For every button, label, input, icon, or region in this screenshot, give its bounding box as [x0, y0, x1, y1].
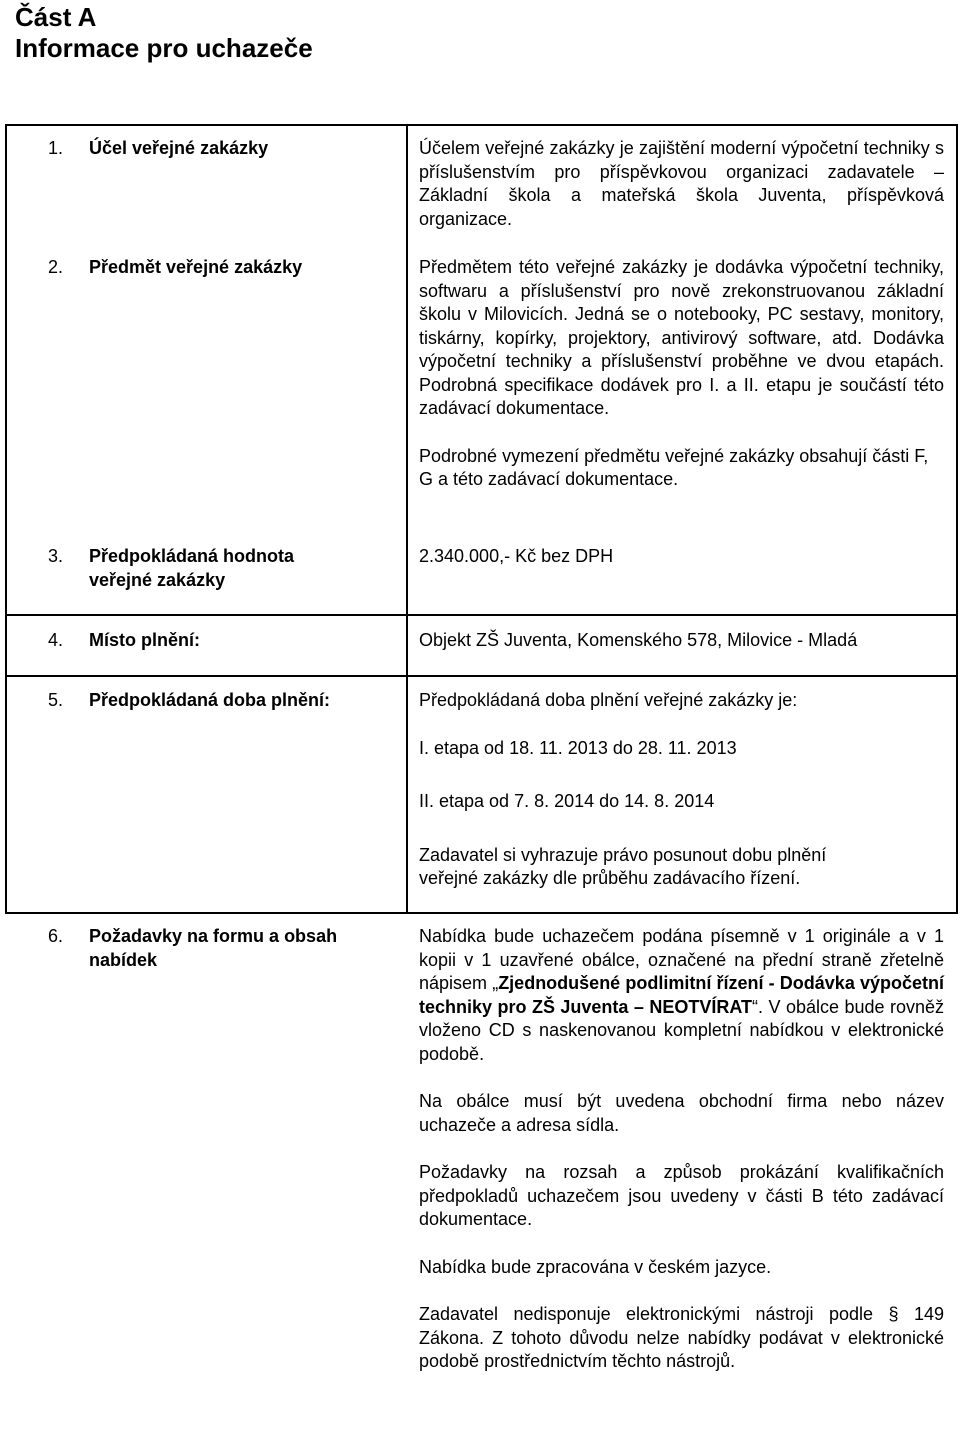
column-divider — [406, 124, 408, 914]
section-number: 4. — [48, 630, 64, 650]
section-label: Předpokládaná doba plnění: — [89, 690, 331, 710]
page-title — [15, 2, 313, 64]
paragraph — [419, 925, 944, 1066]
section-number: 2. — [48, 257, 64, 277]
label-line: nabídek — [89, 949, 158, 970]
section-text: 2.340.000,- Kč bez DPH — [419, 546, 614, 566]
section-text: Objekt ZŠ Juventa, Komenského 578, Milovice - Mladá — [419, 630, 858, 650]
table-border-bottom — [5, 912, 958, 914]
table-border-right — [956, 124, 958, 914]
section-label: Účel veřejné zakázky — [89, 138, 269, 158]
text-span: “. V obálce bude rovněž vloženo CD s naskenovanou kompletní nabídkou v elektronické podobě. — [419, 996, 945, 1064]
section-text — [419, 925, 944, 1374]
paragraph: Nabídka bude zpracována v českém jazyce. — [419, 1256, 772, 1277]
section-text: Účelem veřejné zakázky je zajištění moderní výpočetní techniky s příslušenstvím pro příspěvkovou organizaci zadavatele – Základní škola a mateřská škola Juventa, příspěvková organizace. — [419, 138, 944, 229]
paragraph: I. etapa od 18. 11. 2013 do 28. 11. 2013 — [419, 737, 737, 758]
label-line: Předpokládaná hodnota — [89, 546, 295, 566]
table-border-top — [5, 124, 958, 126]
section-label — [89, 545, 389, 592]
title-line-1: Část A — [15, 2, 97, 32]
section-number: 5. — [48, 690, 64, 710]
paragraph: Požadavky na rozsah a způsob prokázání kvalifikačních předpokladů uchazečem jsou uvedeny v části B této zadávací dokumentace. — [419, 1162, 944, 1229]
paragraph: Předmětem této veřejné zakázky je dodávka výpočetní techniky, softwaru a příslušenství pro nově zrekonstruovanou základní školu v Milovicích. Jedná se o notebooky, PC sestavy, monitory, tiskárny, kopírky, projektory, antivirový software, atd. Dodávka výpočetní techniky a příslušenství proběhne ve dvou etapách. Podrobná specifikace dodávek pro I. a II. etapu je součástí této zadávací dokumentace. — [419, 257, 944, 418]
label-line: Požadavky na formu a obsah — [89, 926, 338, 946]
text-span: Nabídka bude uchazečem podána písemně v 1 originále a v 1 kopii v 1 uzavřené obálce, označené na přední straně zřetelně nápisem „ — [419, 926, 944, 993]
paragraph: Předpokládaná doba plnění veřejné zakázky je: — [419, 690, 798, 710]
title-line-2: Informace pro uchazeče — [15, 33, 313, 63]
section-label: Místo plnění: — [89, 630, 200, 650]
row-divider — [5, 675, 958, 677]
section-text — [419, 256, 944, 492]
table-border-left — [5, 124, 7, 914]
section-number: 6. — [48, 926, 64, 946]
paragraph: Zadavatel nedisponuje elektronickými nástroji podle § 149 Zákona. Z tohoto důvodu nelze nabídky podávat v elektronické podobě prostřednictvím těchto nástrojů. — [419, 1304, 944, 1371]
paragraph: Zadavatel si vyhrazuje právo posunout dobu plnění veřejné zakázky dle průběhu zadávacího řízení. — [419, 844, 827, 888]
section-label — [89, 925, 389, 972]
row-divider — [5, 614, 958, 616]
section-label: Předmět veřejné zakázky — [89, 257, 303, 277]
label-line: veřejné zakázky — [89, 569, 226, 590]
section-number: 3. — [48, 546, 64, 566]
paragraph: II. etapa od 7. 8. 2014 do 14. 8. 2014 — [419, 791, 715, 811]
paragraph: Na obálce musí být uvedena obchodní firma nebo název uchazeče a adresa sídla. — [419, 1091, 944, 1135]
envelope-label: Zjednodušené podlimitní řízení - Dodávka výpočetní techniky pro ZŠ Juventa – NEOTVÍRAT — [419, 973, 945, 1017]
paragraph: Podrobné vymezení předmětu veřejné zakázky obsahují části F, G a této zadávací dokumentace. — [419, 445, 929, 489]
section-text — [419, 689, 944, 891]
section-number: 1. — [48, 138, 64, 158]
